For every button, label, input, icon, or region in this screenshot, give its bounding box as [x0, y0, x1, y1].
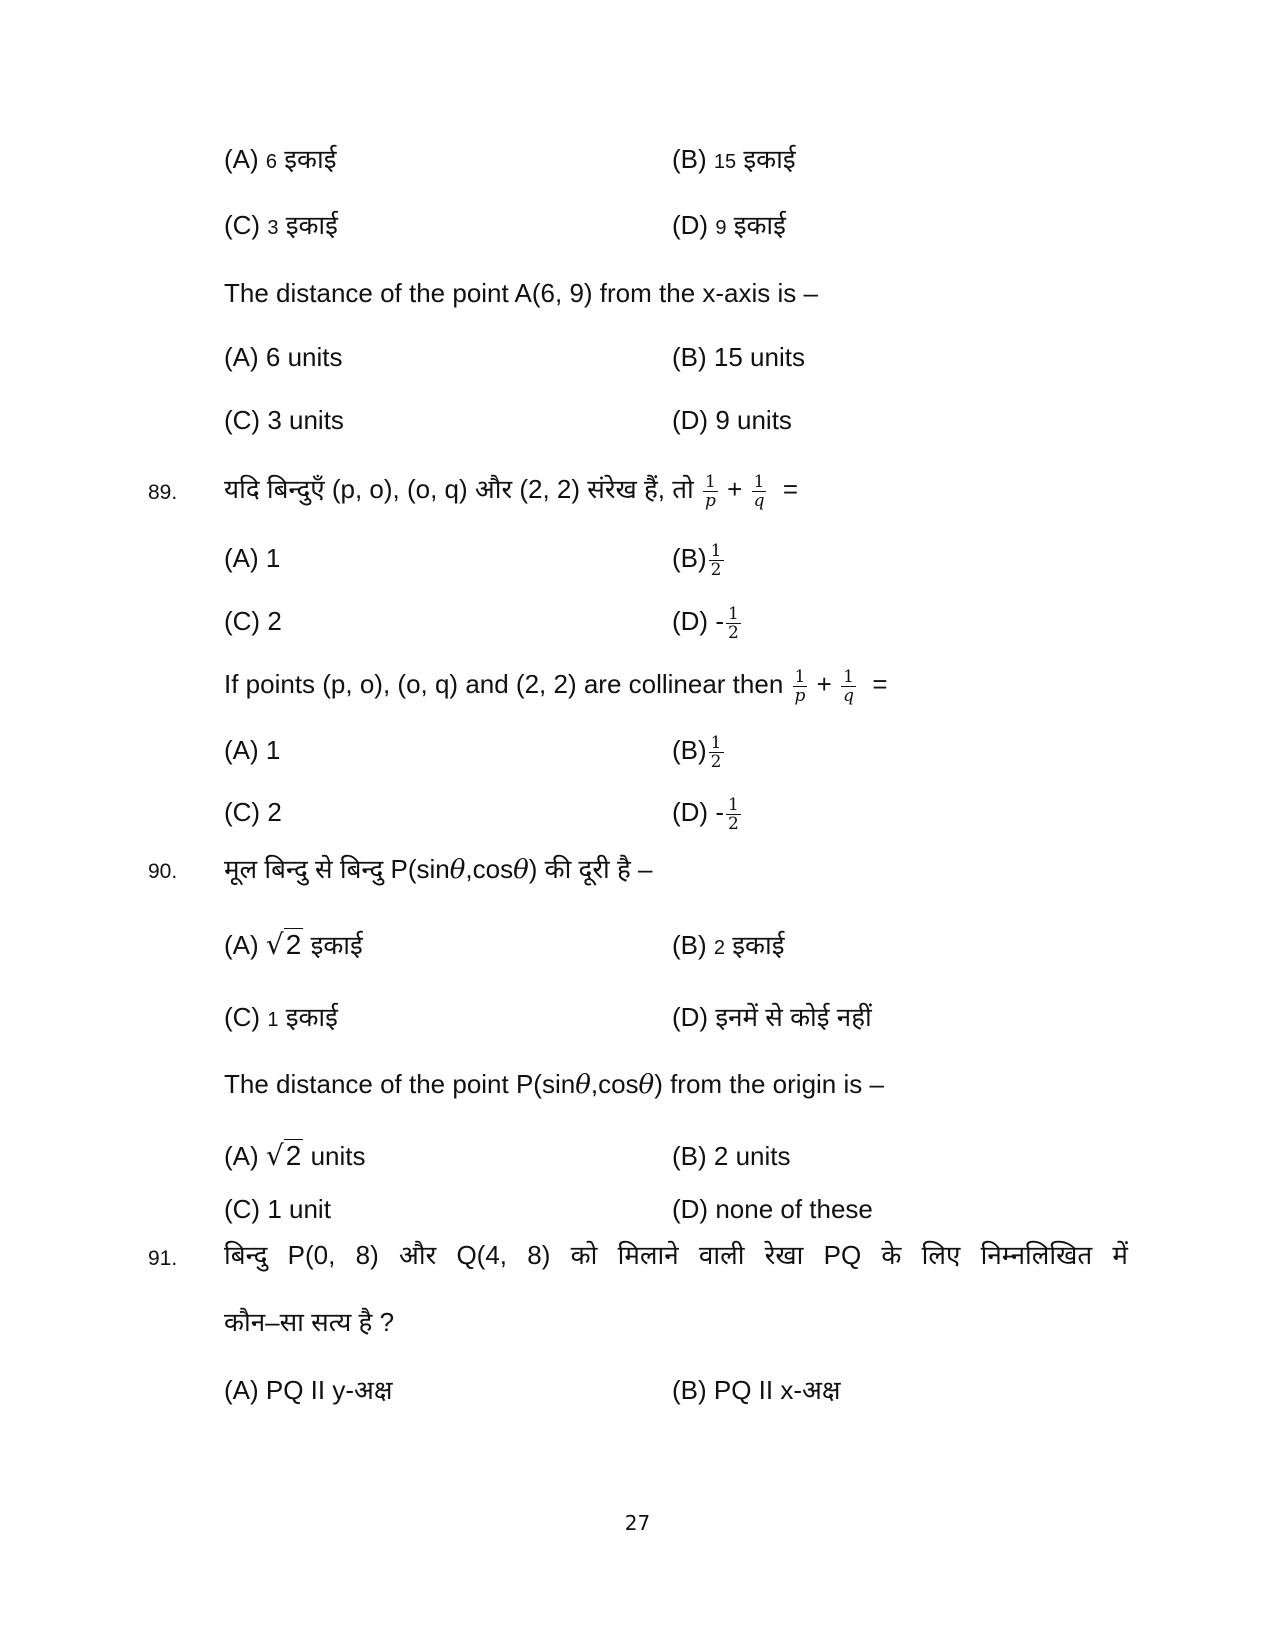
fraction-1-over-q: $\frac{1}{q}$ [753, 471, 765, 511]
option-b-english: (B) 15 units [672, 342, 805, 372]
question-91-hindi-line-1: बिन्दु P(0, 8) और Q(4, 8) को मिलाने वाली रेखा PQ के लिए निम्नलिखित में [224, 1240, 1128, 1270]
question-91-hindi-line-2: कौन–सा सत्य है ? [224, 1307, 395, 1337]
question-90-hindi: मूल बिन्दु से बिन्दु P(sinθ,cosθ) की दूरी है – [224, 854, 653, 885]
sqrt-2: √2 [265, 928, 302, 961]
question-88-english: The distance of the point A(6, 9) from the x-axis is – [224, 278, 818, 308]
option-d-hindi: (D) 9 इकाई [672, 210, 786, 240]
q89-option-a-english: (A) 1 [224, 735, 281, 765]
q89-option-a-hindi: (A) 1 [224, 543, 281, 573]
question-number-91: 91. [148, 1247, 178, 1270]
option-b-hindi: (B) 15 इकाई [672, 144, 796, 174]
question-number-89: 89. [148, 481, 178, 504]
question-89-hindi: यदि बिन्दुएँ (p, o), (o, q) और (2, 2) संरेख हैं, तो $\frac{1}{p}$ + $\frac{1}{q}$ = [224, 471, 799, 511]
q90-option-c-hindi: (C) 1 इकाई [224, 1002, 338, 1032]
q90-option-d-hindi: (D) इनमें से कोई नहीं [672, 1002, 872, 1032]
q89-option-d-hindi: (D) - $\frac{1}{2}$ [672, 603, 739, 643]
q90-option-b-hindi: (B) 2 इकाई [672, 930, 785, 960]
fraction-1-over-p: $\frac{1}{p}$ [705, 471, 716, 511]
q89-option-c-english: (C) 2 [224, 797, 282, 827]
q91-option-a: (A) PQ II y-अक्ष [224, 1375, 393, 1405]
question-90-english: The distance of the point P(sinθ,cosθ) from the origin is – [224, 1069, 884, 1100]
option-a-hindi: (A) 6 इकाई [224, 144, 337, 174]
q90-option-c-english: (C) 1 unit [224, 1194, 331, 1224]
q90-option-a-hindi: (A) √2 इकाई [224, 928, 363, 961]
page-number: 27 [624, 1511, 651, 1535]
q89-option-b-hindi: (B) $\frac{1}{2}$ [672, 540, 722, 580]
option-c-hindi: (C) 3 इकाई [224, 210, 338, 240]
q90-option-b-english: (B) 2 units [672, 1141, 791, 1171]
option-d-english: (D) 9 units [672, 405, 792, 435]
q89-option-d-english: (D) - $\frac{1}{2}$ [672, 794, 739, 834]
q89-option-c-hindi: (C) 2 [224, 606, 282, 636]
question-number-90: 90. [148, 860, 178, 883]
q89-option-b-english: (B) $\frac{1}{2}$ [672, 732, 722, 772]
q90-option-a-english: (A) √2 units [224, 1139, 366, 1172]
question-89-english: If points (p, o), (o, q) and (2, 2) are collinear then $\frac{1}{p}$ + $\frac{1}{q}$ = [224, 666, 888, 706]
option-c-english: (C) 3 units [224, 405, 344, 435]
q90-option-d-english: (D) none of these [672, 1194, 873, 1224]
q91-option-b: (B) PQ II x-अक्ष [672, 1375, 841, 1405]
option-a-english: (A) 6 units [224, 342, 343, 372]
